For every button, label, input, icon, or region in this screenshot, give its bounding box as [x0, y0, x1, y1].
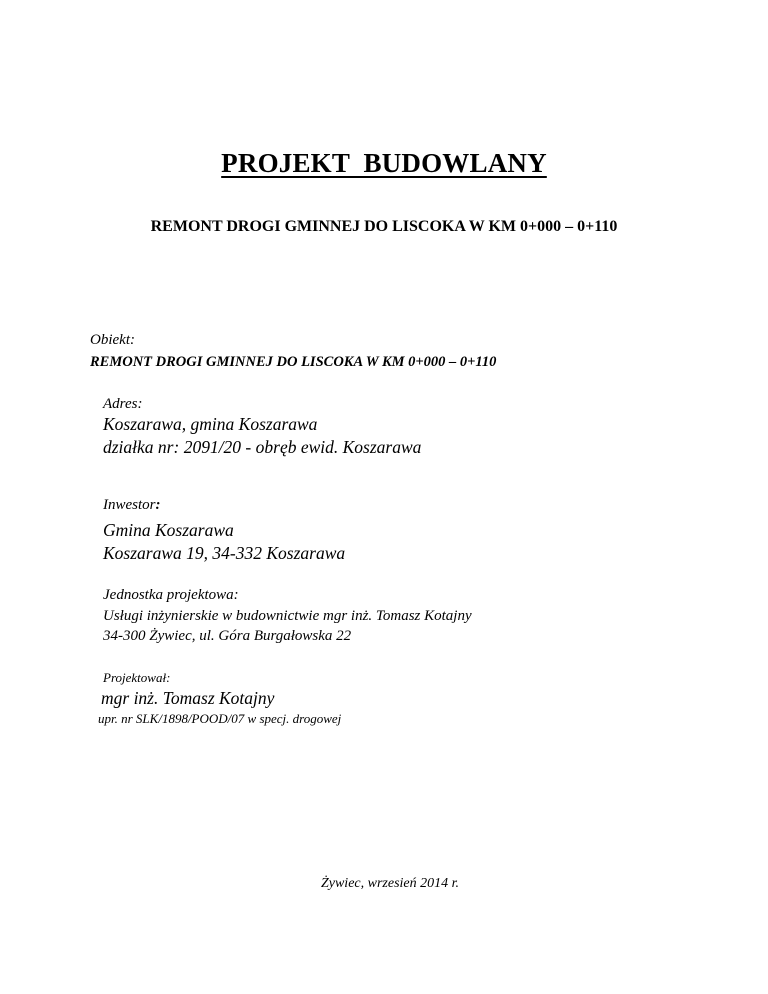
projektant-uprawnienia: upr. nr SLK/1898/POOD/07 w specj. drogowej: [98, 711, 342, 726]
inwestor-line-2: Koszarawa 19, 34-332 Koszarawa: [103, 543, 346, 563]
inwestor-line-1: Gmina Koszarawa: [103, 520, 234, 540]
adres-label: Adres:: [103, 396, 143, 412]
inwestor-label-colon: :: [155, 497, 161, 513]
inwestor-label: [103, 497, 161, 514]
projektowal-label: Projektował:: [103, 670, 171, 685]
obiekt-value: REMONT DROGI GMINNEJ DO LISCOKA W KM 0+000 – 0+110: [90, 354, 497, 370]
page-subtitle: REMONT DROGI GMINNEJ DO LISCOKA W KM 0+000 – 0+110: [150, 218, 618, 235]
place-date: Żywiec, wrzesień 2014 r.: [320, 876, 460, 891]
jednostka-label: Jednostka projektowa:: [103, 587, 239, 603]
jednostka-line-1: Usługi inżynierskie w budownictwie mgr inż. Tomasz Kotajny: [103, 608, 472, 624]
inwestor-label-text: Inwestor: [103, 497, 156, 513]
jednostka-line-2: 34-300 Żywiec, ul. Góra Burgałowska 22: [103, 628, 352, 644]
adres-line-1: Koszarawa, gmina Koszarawa: [103, 414, 318, 434]
page-title: PROJEKT BUDOWLANY: [221, 148, 547, 178]
adres-line-2: działka nr: 2091/20 - obręb ewid. Koszarawa: [103, 437, 422, 457]
projektant-name: mgr inż. Tomasz Kotajny: [101, 688, 275, 708]
obiekt-label: Obiekt:: [90, 332, 135, 348]
